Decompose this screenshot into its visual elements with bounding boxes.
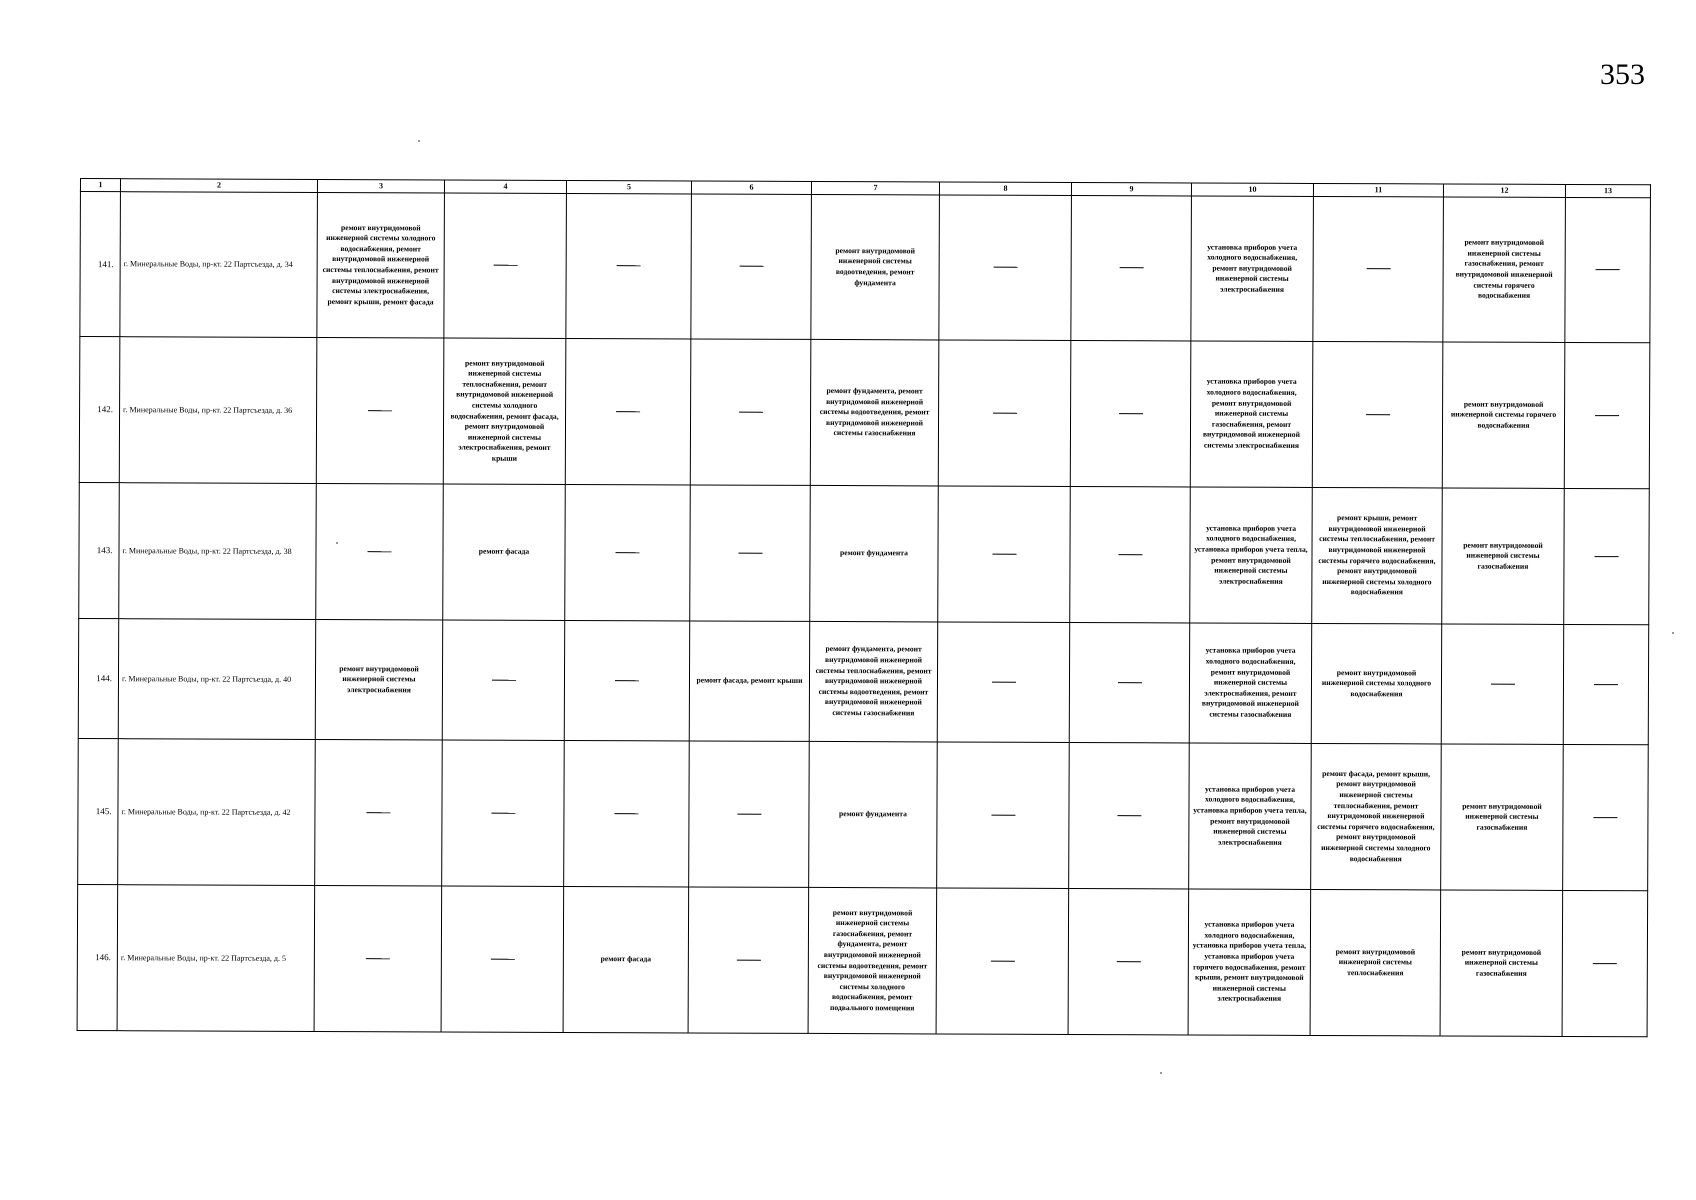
- dash-mark: [490, 959, 514, 960]
- work-description-cell: ремонт фасада, ремонт крыши: [689, 621, 809, 741]
- row-number-cell: 142.: [79, 337, 120, 483]
- work-description-cell: установка приборов учета холодного водоснабжения, ремонт внутридомовой инженерной системы электроснабжения, ремонт внутридомовой инженерной системы газоснабжения: [1189, 623, 1311, 743]
- row-number-cell: 144.: [78, 618, 118, 738]
- dash-mark: [1594, 556, 1618, 557]
- work-description-cell: ремонт фасада: [563, 886, 689, 1033]
- empty-cell: [314, 885, 442, 1032]
- dash-mark: [739, 266, 763, 267]
- column-number-header: 3: [317, 179, 444, 193]
- dash-mark: [1593, 817, 1617, 818]
- empty-cell: [1071, 195, 1192, 340]
- dash-mark: [1366, 414, 1390, 415]
- column-number-header: 4: [444, 180, 566, 193]
- empty-cell: [1564, 342, 1650, 488]
- work-description-cell: ремонт крыши, ремонт внутридомовой инженерной системы теплоснабжения, ремонт внутридомовой инженерной системы горячего водоснабжения, ремонт внутридомовой инженерной системы холодного водоснабжения: [1312, 487, 1443, 624]
- empty-cell: [690, 339, 811, 485]
- column-number-header: 2: [120, 179, 317, 193]
- work-description-cell: установка приборов учета холодного водоснабжения, ремонт внутридомовой инженерной системы газоснабжения, ремонт внутридомовой инженерной системы электроснабжения: [1190, 341, 1313, 487]
- column-number-header: 10: [1191, 183, 1313, 196]
- empty-cell: [1565, 197, 1651, 342]
- scan-speck: [1672, 632, 1674, 634]
- dash-mark: [991, 815, 1015, 816]
- page-number: 353: [1600, 58, 1645, 91]
- row-number-cell: 145.: [78, 738, 119, 884]
- empty-cell: [441, 886, 564, 1032]
- empty-cell: [1069, 622, 1189, 742]
- scan-speck: [418, 140, 420, 142]
- work-description-cell: ремонт внутридомовой инженерной системы газоснабжения, ремонт фундамента, ремонт внутридомовой инженерной системы водоотведения, ремонт внутридомовой инженерной системы холодного водоснабжения, ремонт подвального помещения: [808, 887, 937, 1034]
- dash-mark: [1119, 268, 1143, 269]
- empty-cell: [689, 741, 810, 887]
- empty-cell: [1312, 341, 1443, 488]
- dash-mark: [617, 266, 641, 267]
- column-number-header: 9: [1071, 182, 1191, 195]
- work-description-cell: установка приборов учета холодного водоснабжения, установка приборов учета тепла, ремонт внутридомовой инженерной системы электроснабжения: [1190, 487, 1313, 623]
- empty-cell: [937, 622, 1069, 743]
- empty-cell: [1441, 624, 1563, 744]
- table-row: [80, 192, 1651, 343]
- empty-cell: [939, 195, 1072, 341]
- address-cell: г. Минеральные Воды, пр-кт. 22 Партсъезда, д. 42: [118, 739, 316, 886]
- empty-cell: [691, 194, 812, 339]
- work-description-cell: ремонт внутридомовой инженерной системы электроснабжения: [315, 619, 442, 740]
- work-description-cell: установка приборов учета холодного водоснабжения, установка приборов учета тепла, ремонт внутридомовой инженерной системы электроснабжения: [1189, 743, 1312, 889]
- empty-cell: [690, 485, 811, 621]
- dash-mark: [614, 813, 638, 814]
- empty-cell: [1068, 888, 1189, 1034]
- empty-cell: [1563, 624, 1648, 744]
- dash-mark: [491, 680, 515, 681]
- dash-mark: [737, 814, 761, 815]
- dash-mark: [1117, 815, 1141, 816]
- address-cell: г. Минеральные Воды, пр-кт. 22 Партсъезда, д. 36: [119, 337, 317, 484]
- work-description-cell: установка приборов учета холодного водоснабжения, ремонт внутридомовой инженерной системы электроснабжения: [1191, 196, 1314, 341]
- scan-speck: [1160, 1072, 1162, 1074]
- work-description-cell: ремонт фундамента: [810, 485, 939, 622]
- empty-cell: [315, 739, 443, 886]
- repair-schedule-table: [77, 178, 1651, 1037]
- empty-cell: [1562, 890, 1648, 1036]
- address-cell: г. Минеральные Воды, пр-кт. 22 Партсъезда, д. 40: [118, 619, 315, 740]
- empty-cell: [1563, 744, 1649, 890]
- dash-mark: [738, 553, 762, 554]
- work-description-cell: ремонт внутридомовой инженерной системы теплоснабжения: [1310, 889, 1441, 1036]
- work-description-cell: ремонт фасада: [443, 484, 566, 620]
- column-number-header: 1: [80, 179, 120, 192]
- row-number-cell: 146.: [77, 884, 118, 1030]
- empty-cell: [564, 620, 689, 741]
- work-description-cell: ремонт внутридомовой инженерной системы горячего водоснабжения: [1442, 342, 1565, 488]
- empty-cell: [937, 742, 1070, 889]
- row-number-cell: 143.: [79, 482, 120, 618]
- work-description-cell: ремонт фундамента: [809, 741, 938, 888]
- dash-mark: [616, 411, 640, 412]
- column-number-header: 8: [939, 182, 1071, 196]
- empty-cell: [316, 337, 444, 484]
- work-description-cell: ремонт внутридомовой инженерной системы холодного водоснабжения, ремонт внутридомовой инженерной системы теплоснабжения, ремонт внутридомовой инженерной системы электроснабжения, ремонт крыши, ремонт фасада: [317, 192, 445, 338]
- column-number-header: 13: [1565, 184, 1650, 197]
- work-description-cell: ремонт внутридомовой инженерной системы водоотведения, ремонт фундамента: [811, 194, 940, 340]
- empty-cell: [1313, 196, 1444, 342]
- dash-mark: [1594, 684, 1618, 685]
- address-cell: г. Минеральные Воды, пр-кт. 22 Партсъезда, д. 38: [119, 483, 317, 620]
- empty-cell: [316, 483, 444, 620]
- dash-mark: [991, 682, 1015, 683]
- dash-mark: [1366, 269, 1390, 270]
- column-number-header: 12: [1443, 184, 1565, 197]
- empty-cell: [688, 887, 809, 1033]
- empty-cell: [564, 740, 690, 887]
- work-description-cell: ремонт внутридомовой инженерной системы газоснабжения: [1440, 890, 1563, 1036]
- column-number-header: 5: [566, 180, 691, 194]
- empty-cell: [565, 484, 691, 621]
- empty-cell: [1070, 486, 1191, 622]
- dash-mark: [491, 813, 515, 814]
- column-number-header: 7: [811, 181, 939, 195]
- dash-mark: [615, 552, 639, 553]
- empty-cell: [1070, 340, 1191, 486]
- dash-mark: [1116, 961, 1140, 962]
- empty-cell: [1069, 742, 1190, 888]
- dash-mark: [1119, 413, 1143, 414]
- dash-mark: [366, 812, 390, 813]
- empty-cell: [565, 338, 691, 485]
- table-row: [79, 482, 1650, 624]
- dash-mark: [739, 412, 763, 413]
- empty-cell: [442, 620, 564, 740]
- dash-mark: [1118, 554, 1142, 555]
- table-row: [79, 337, 1650, 489]
- work-description-cell: ремонт внутридомовой инженерной системы газоснабжения, ремонт внутридомовой инженерной системы горячего водоснабжения: [1443, 197, 1566, 342]
- empty-cell: [938, 486, 1071, 623]
- dash-mark: [736, 960, 760, 961]
- dash-mark: [1595, 415, 1619, 416]
- scan-speck: [336, 542, 338, 544]
- empty-cell: [936, 888, 1069, 1035]
- dash-mark: [990, 961, 1014, 962]
- work-description-cell: ремонт фундамента, ремонт внутридомовой инженерной системы теплоснабжения, ремонт внутридомовой инженерной системы водоотведения, ремонт внутридомовой инженерной системы газоснабжения: [809, 621, 937, 742]
- dash-mark: [1596, 270, 1620, 271]
- dash-mark: [1593, 963, 1617, 964]
- work-description-cell: ремонт внутридомовой инженерной системы газоснабжения: [1441, 744, 1564, 890]
- empty-cell: [442, 740, 565, 886]
- dash-mark: [615, 680, 639, 681]
- work-description-cell: ремонт фасада, ремонт крыши, ремонт внутридомовой инженерной системы теплоснабжения, ремонт внутридомовой инженерной системы горячего водоснабжения, ремонт внутридомовой инженерной системы холодного водоснабжения: [1311, 743, 1442, 890]
- column-number-header: 6: [691, 181, 811, 194]
- dash-mark: [993, 267, 1017, 268]
- dash-mark: [368, 551, 392, 552]
- dash-mark: [992, 554, 1016, 555]
- work-description-cell: ремонт фундамента, ремонт внутридомовой инженерной системы водоотведения, ремонт внутридомовой инженерной системы газоснабжения: [810, 339, 939, 486]
- dash-mark: [368, 410, 392, 411]
- address-cell: г. Минеральные Воды, пр-кт. 22 Партсъезда, д. 34: [120, 192, 318, 338]
- dash-mark: [993, 413, 1017, 414]
- work-description-cell: ремонт внутридомовой инженерной системы теплоснабжения, ремонт внутридомовой инженерной системы холодного водоснабжения, ремонт фасада, ремонт внутридомовой инженерной системы электроснабжения, ремонт крыши: [443, 338, 566, 484]
- dash-mark: [1490, 684, 1514, 685]
- empty-cell: [1564, 488, 1650, 624]
- work-description-cell: ремонт внутридомовой инженерной системы газоснабжения: [1442, 488, 1565, 624]
- work-description-cell: установка приборов учета холодного водоснабжения, установка приборов учета тепла, установка приборов учета горячего водоснабжения, ремонт крыши, ремонт внутридомовой инженерной системы электроснабжения: [1188, 889, 1311, 1035]
- dash-mark: [366, 958, 390, 959]
- table-row: [78, 738, 1649, 890]
- dash-mark: [493, 265, 517, 266]
- table-body: [77, 192, 1650, 1037]
- empty-cell: [444, 193, 567, 338]
- dash-mark: [1117, 682, 1141, 683]
- column-number-header: 11: [1313, 183, 1443, 197]
- row-number-cell: 141.: [80, 192, 121, 337]
- empty-cell: [566, 193, 692, 339]
- work-description-cell: ремонт внутридомовой инженерной системы холодного водоснабжения: [1311, 623, 1441, 744]
- empty-cell: [938, 340, 1071, 487]
- table-row: [78, 618, 1648, 744]
- address-cell: г. Минеральные Воды, пр-кт. 22 Партсъезда, д. 5: [117, 885, 315, 1032]
- table-row: [77, 884, 1648, 1036]
